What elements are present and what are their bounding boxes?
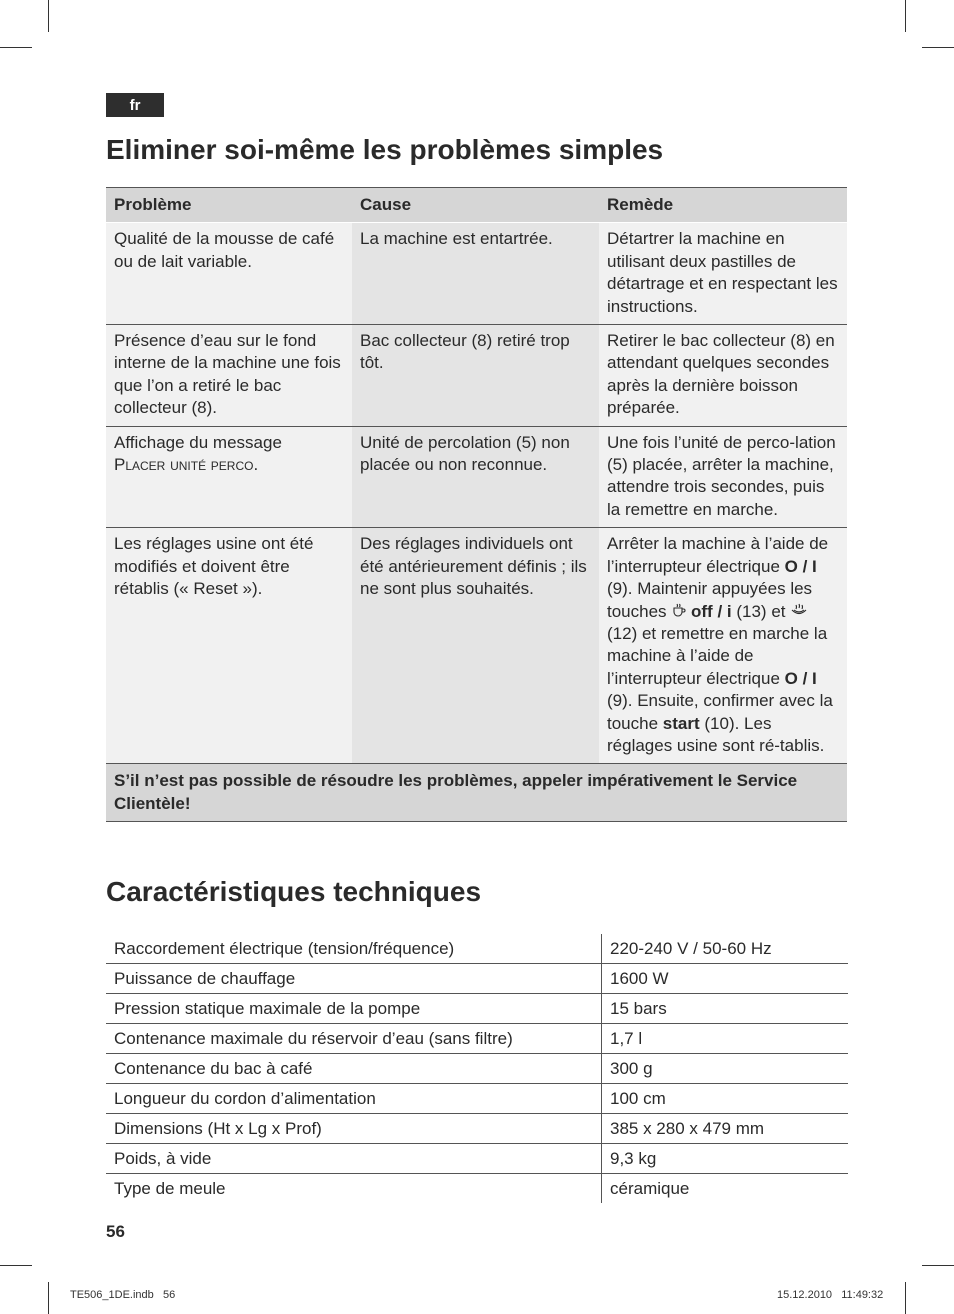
cell-remede: Retirer le bac collecteur (8) en attendant quelques secondes après la dernière boisson préparée. [599,325,847,427]
milk-steam-icon [790,602,808,621]
table-row [106,223,847,325]
footer-datetime: 15.12.2010 11:49:32 [777,1289,884,1301]
spec-row [106,1054,848,1084]
spec-value: 100 cm [602,1084,849,1114]
power-switch-label: O / I [784,668,817,688]
cell-probleme: Qualité de la mousse de café ou de lait variable. [106,223,352,325]
service-note-row [106,764,847,822]
spec-label: Poids, à vide [106,1144,602,1174]
column-header-probleme: Problème [106,188,352,223]
power-switch-label: O / I [784,556,817,576]
remede-text: (13) et [736,601,786,621]
page-number: 56 [106,1222,125,1241]
spec-value: 1600 W [602,964,849,994]
display-message: Placer unité perco. [114,455,259,475]
start-key-label: start [662,713,700,733]
cell-remede: Une fois l’unité de perco-lation (5) placée, arrêter la machine, attendre trois secondes, puis la remettre en marche. [599,426,847,528]
cell-remede [599,528,847,764]
spec-row [106,1114,848,1144]
service-note: S’il n’est pas possible de résoudre les problèmes, appeler impérativement le Service Clientèle! [106,764,847,822]
troubleshooting-table [106,187,847,822]
spec-row [106,1024,848,1054]
cell-cause: Des réglages individuels ont été antérieurement définis ; ils ne sont plus souhaités. [352,528,599,764]
cell-probleme: Présence d’eau sur le fond interne de la machine une fois que l’on a retiré le bac collecteur (8). [106,325,352,427]
remede-text: (12) et remettre en marche la machine à l’aide de l’interrupteur électrique [607,623,828,688]
section-title-specifications: Caractéristiques techniques [106,876,482,907]
spec-row [106,1144,848,1174]
specifications-table [106,934,848,1203]
table-row [106,325,847,427]
remede-text: (10). Les réglages usine sont ré-tablis. [607,713,825,755]
spec-label: Pression statique maximale de la pompe [106,994,602,1024]
cell-probleme [106,426,352,528]
spec-label: Dimensions (Ht x Lg x Prof) [106,1114,602,1144]
cup-icon [671,602,691,621]
spec-label: Longueur du cordon d’alimentation [106,1084,602,1114]
cell-remede: Détartrer la machine en utilisant deux pastilles de détartrage et en respectant les instructions. [599,223,847,325]
spec-row [106,1084,848,1114]
column-header-remede: Remède [599,188,847,223]
cell-probleme: Les réglages usine ont été modifiés et doivent être rétablis (« Reset »). [106,528,352,764]
spec-row [106,1174,848,1204]
crop-mark [922,47,954,48]
footer-file: TE506_1DE.indb 56 [70,1289,176,1301]
spec-value: 300 g [602,1054,849,1084]
crop-mark [905,1282,906,1314]
crop-mark [922,1265,954,1266]
spec-value: 385 x 280 x 479 mm [602,1114,849,1144]
spec-value: 1,7 l [602,1024,849,1054]
crop-mark [0,1265,32,1266]
table-row [106,426,847,528]
spec-value: céramique [610,1178,690,1198]
remede-text: (9). Maintenir appuyées les touches [607,579,813,621]
crop-mark [48,1282,49,1314]
spec-label: Raccordement électrique (tension/fréquence) [106,934,602,964]
spec-label: Contenance maximale du réservoir d’eau (sans filtre) [106,1024,602,1054]
spec-value: 220-240 V / 50-60 Hz [602,934,849,964]
spec-value: 9,3 kg [602,1144,849,1174]
spec-label: Contenance du bac à café [106,1054,602,1084]
spec-label: Puissance de chauffage [106,964,602,994]
section-title-troubleshooting: Eliminer soi-même les problèmes simples [106,134,664,165]
crop-mark [48,0,49,32]
spec-row [106,994,848,1024]
column-header-cause: Cause [352,188,599,223]
probleme-text: Affichage du message [114,432,282,452]
remede-text: (9). Ensuite, confirmer avec la touche [607,691,833,733]
table-header-row [106,188,847,223]
spec-row [106,934,848,964]
cell-cause: La machine est entartrée. [352,223,599,325]
cell-cause: Unité de percolation (5) non placée ou non reconnue. [352,426,599,528]
language-tab: fr [106,93,164,117]
remede-text: Arrêter la machine à l’aide de l’interrupteur électrique [607,534,829,576]
spec-row [106,964,848,994]
cell-cause: Bac collecteur (8) retiré trop tôt. [352,325,599,427]
off-info-key-label: off / i [691,601,732,621]
table-row [106,528,847,764]
spec-label: Type de meule [106,1174,602,1204]
crop-mark [905,0,906,32]
crop-mark [0,47,32,48]
spec-value: 15 bars [602,994,849,1024]
